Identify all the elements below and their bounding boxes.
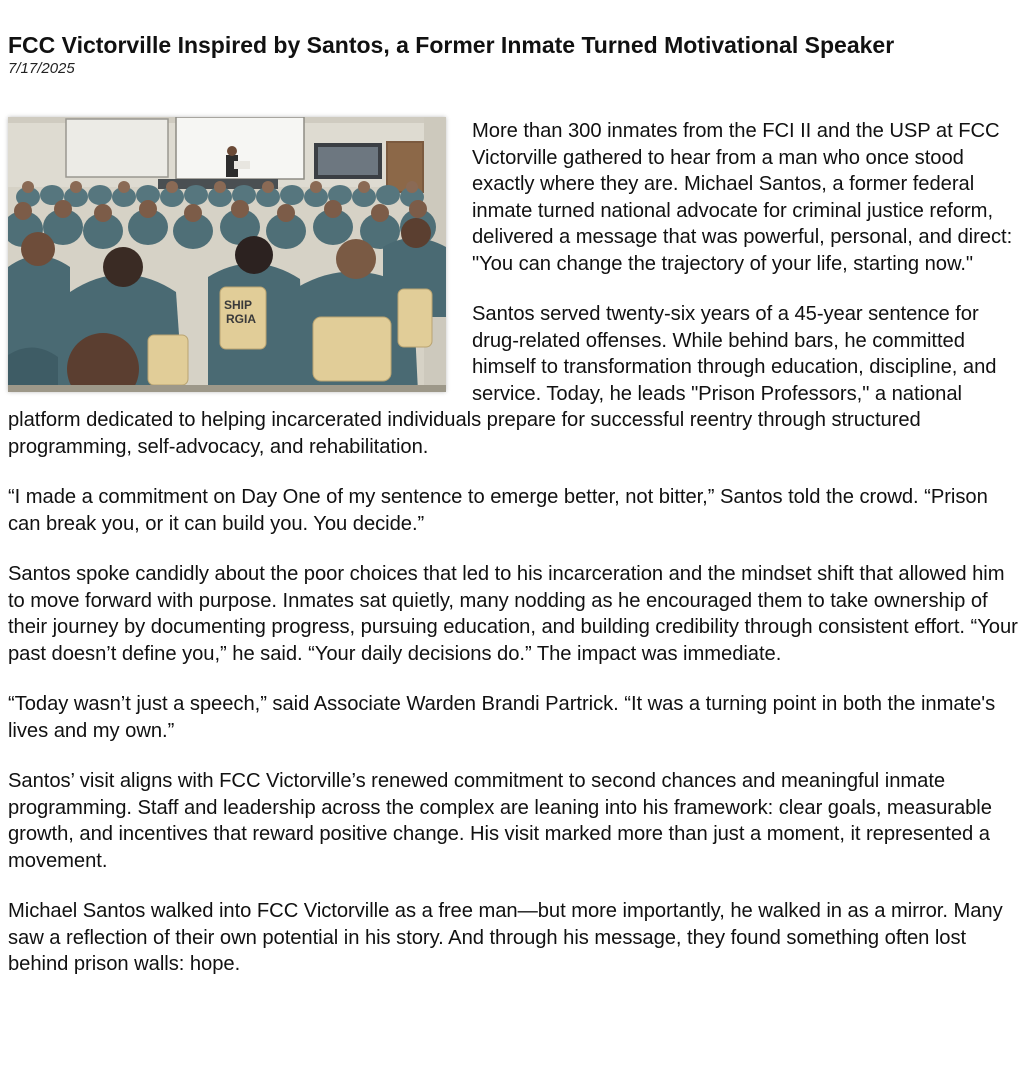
article-paragraph-2: Santos served twenty-six years of a 45-year sentence for drug-related offenses. While behind bars, he committed himself to transformation through education, discipline, and service. Today, he leads "Prison Professors," a national platform dedicated to helping incarcerated individuals prepare for successful reentry through structured programming, self-advocacy, and rehabilitation. (8, 303, 997, 458)
article-paragraph-1: More than 300 inmates from the FCI II and the USP at FCC Victorville gathered to hear from a man who once stood exactly where they are. Michael Santos, a former federal inmate turned national advocate for criminal justice reform, delivered a message that was powerful, personal, and direct: "You can change the trajectory of your life, starting now." (472, 120, 1013, 275)
article-paragraph-7: Michael Santos walked into FCC Victorville as a free man—but more importantly, he walked in as a mirror. Many saw a reflection of their own potential in his story. And through his message, they found something often lost behind prison walls: hope. (8, 900, 1003, 975)
chair-text-line-1: SHIP (224, 298, 253, 312)
article-date: 7/17/2025 (8, 60, 75, 77)
article (8, 32, 1018, 1002)
article-headline: FCC Victorville Inspired by Santos, a Former Inmate Turned Motivational Speaker (8, 32, 895, 58)
chair-text-line-2: RGIA (226, 312, 256, 326)
article-photo (8, 117, 446, 392)
auditorium-photo-illustration (8, 117, 446, 392)
article-paragraph-4: Santos spoke candidly about the poor choices that led to his incarceration and the mindset shift that allowed him to move forward with purpose. Inmates sat quietly, many nodding as he encouraged them to take ownership of their journey by documenting progress, pursuing education, and building credibility through consistent effort. “Your past doesn’t define you,” he said. “Your daily decisions do.” The impact was immediate. (8, 563, 1018, 665)
article-paragraph-5: “Today wasn’t just a speech,” said Associate Warden Brandi Partrick. “It was a turning point in both the inmate's lives and my own.” (8, 693, 996, 742)
article-paragraph-3: “I made a commitment on Day One of my sentence to emerge better, not bitter,” Santos told the crowd. “Prison can break you, or it can build you. You decide.” (8, 486, 988, 535)
article-paragraph-6: Santos’ visit aligns with FCC Victorville’s renewed commitment to second chances and meaningful inmate programming. Staff and leadership across the complex are leaning into his framework: clear goals, measurable growth, and incentives that reward positive change. His visit marked more than just a moment, it represented a movement. (8, 770, 992, 872)
